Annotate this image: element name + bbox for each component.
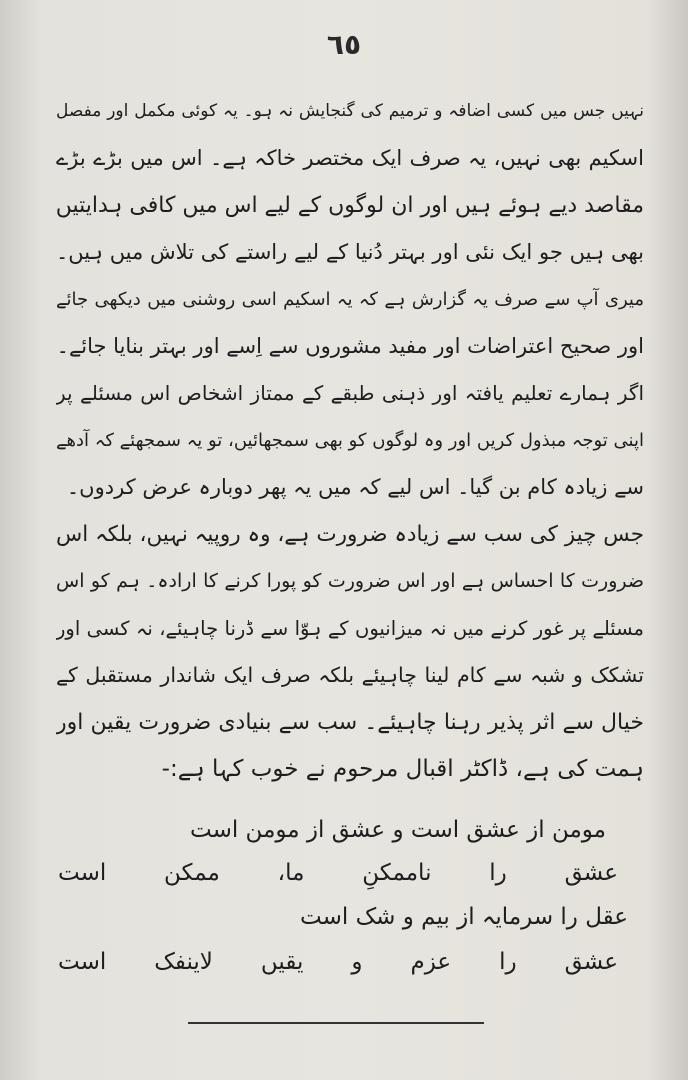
text-line-1: نہیں جس میں کسی اضافہ و ترمیم کی گنجایش نہ ہو۔ یہ کوئی مکمل اور مفصل (56, 101, 644, 121)
text-line-14: خیال سے اثر پذیر رہنا چاہیئے۔ سب سے بنیادی ضرورت یقین اور (56, 710, 644, 735)
poem-verse-2: عشق را ناممکنِ ما، ممکن است (58, 860, 618, 886)
text-line-15: ہمت کی ہے، ڈاکٹر اقبال مرحوم نے خوب کہا ہے:- (161, 756, 644, 782)
body-paragraph (56, 88, 644, 793)
text-line-12: مسئلے پر غور کرنے میں نہ میزانیوں کے ہوّا سے ڈرنا چاہیئے، نہ کسی اور (56, 617, 644, 640)
text-line-7: اگر ہمارے تعلیم یافتہ اور ذہنی طبقے کے ممتاز اشخاص اس مسئلے پر (56, 381, 644, 405)
text-line-9: سے زیادہ کام بن گیا۔ اس لیے کہ میں یہ پھر دوبارہ عرض کردوں۔ (66, 475, 644, 499)
text-line-10: جس چیز کی سب سے زیادہ ضرورت ہے، وہ روپیہ نہیں، بلکہ اس (56, 522, 644, 547)
poem-verse-3: عقل را سرمایہ از بیم و شک است (300, 904, 628, 930)
page-number: ٦٥ (326, 28, 362, 61)
text-line-8: اپنی توجہ مبذول کریں اور وہ لوگوں کو بھی سمجھائیں، تو یہ سمجھئے کہ آدھے (56, 430, 644, 451)
text-line-11: ضرورت کا احساس ہے اور اس ضرورت کو پورا کرنے کا ارادہ۔ ہم کو اس (56, 570, 644, 592)
text-line-5: میری آپ سے صرف یہ گزارش ہے کہ یہ اسکیم اسی روشنی میں دیکھی جائے (56, 289, 644, 310)
text-line-6: اور صحیح اعتراضات اور مفید مشوروں سے اِسے اور بہتر بنایا جائے۔ (56, 334, 644, 358)
closing-rule-divider (188, 1022, 484, 1024)
text-line-4: بھی ہیں جو ایک نئی اور بہتر دُنیا کے لیے راستے کی تلاش میں ہیں۔ (56, 240, 644, 264)
text-line-2: اسکیم بھی نہیں، یہ صرف ایک مختصر خاکہ ہے۔ اس میں بڑے بڑے (56, 146, 644, 170)
text-line-3: مقاصد دیے ہوئے ہیں اور ان لوگوں کے لیے اس میں کافی ہدایتیں (56, 193, 644, 218)
poem-verse-4: عشق را عزم و یقیں لاینفک است (58, 949, 618, 975)
text-line-13: تشکک و شبہ سے کام لینا چاہیئے بلکہ صرف ایک شاندار مستقبل کے (56, 663, 644, 687)
poem-verse-1: مومن از عشق است و عشق از مومن است (190, 817, 606, 843)
